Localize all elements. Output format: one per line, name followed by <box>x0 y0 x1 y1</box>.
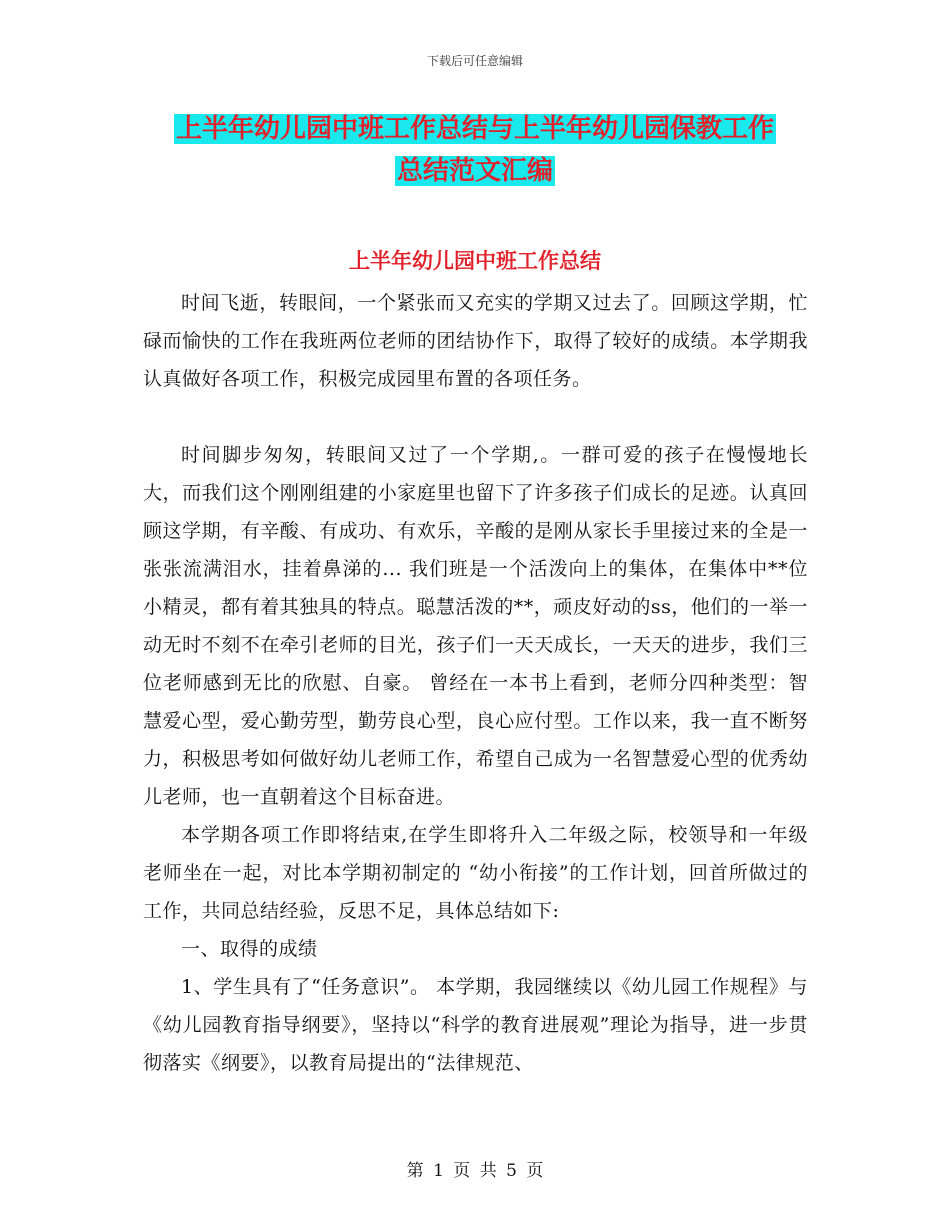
document-title-line-1: 上半年幼儿园中班工作总结与上半年幼儿园保教工作 <box>175 114 774 144</box>
paragraph: 时间脚步匆匆，转眼间又过了一个学期,。一群可爱的孩子在慢慢地长大，而我们这个刚刚组建的小家庭里也留下了许多孩子们成长的足迹。认真回顾这学期，有辛酸、有成功、有欢乐，辛酸的是刚从家长手里接过来的全是一张张流满泪水，挂着鼻涕的... 我们班是一个活泼向上的集体，在集体中**位小精灵，都有着其独具的特点。聪慧活泼的**，顽皮好动的ss，他们的一举一动无时不刻不在牵引老师的目光，孩子们一天天成长，一天天的进步，我们三位老师感到无比的欣慰、自豪。 曾经在一本书上看到，老师分四种类型：智慧爱心型，爱心勤劳型，勤劳良心型，良心应付型。工作以来，我一直不断努力，积极思考如何做好幼儿老师工作，希望自己成为一名智慧爱心型的优秀幼儿老师，也一直朝着这个目标奋进。 <box>143 444 808 808</box>
section-title: 上半年幼儿园中班工作总结 <box>349 249 601 273</box>
paragraph: 1、学生具有了“任务意识”。 本学期，我园继续以《幼儿园工作规程》与《幼儿园教育指导纲要》，坚持以“科学的教育进展观”理论为指导，进一步贯彻落实《纲要》，以教育局提出的“法律规范、 <box>143 976 808 1074</box>
header-note: 下载后可任意编辑 <box>426 54 523 68</box>
document-title-line-2: 总结范文汇编 <box>396 156 553 186</box>
paragraph: 一、取得的成绩 <box>181 938 318 960</box>
page-number: 第 1 页 共 5 页 <box>406 1161 544 1181</box>
paragraph: 本学期各项工作即将结束,在学生即将升入二年级之际，校领导和一年级老师坐在一起，对比本学期初制定的 “幼小衔接”的工作计划，回首所做过的工作，共同总结经验，反思不足，具体总结如下: <box>143 824 808 922</box>
paragraph: 时间飞逝，转眼间，一个紧张而又充实的学期又过去了。回顾这学期，忙碌而愉快的工作在我班两位老师的团结协作下，取得了较好的成绩。本学期我认真做好各项工作，积极完成园里布置的各项任务。 <box>143 292 808 390</box>
document-body <box>143 284 808 1082</box>
document-title <box>0 108 950 192</box>
